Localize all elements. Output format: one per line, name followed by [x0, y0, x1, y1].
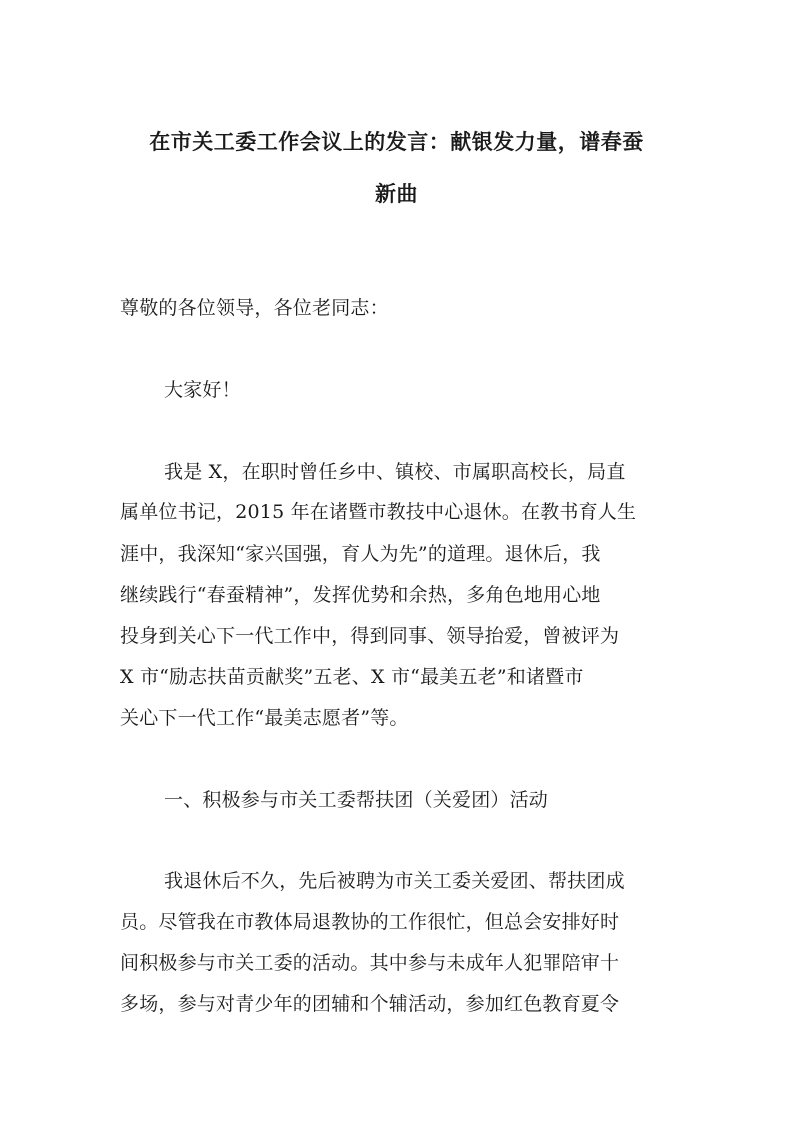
document-title-line-2: 新曲 [375, 181, 418, 206]
paragraph-2-line-2: 员。尽管我在市教体局退教协的工作很忙，但总会安排好时 [120, 911, 620, 933]
paragraph-2-line-3: 间积极参与市关工委的活动。其中参与未成年人犯罪陪审十 [120, 952, 620, 974]
paragraph-1-line-3: 涯中，我深知“家兴国强，育人为先”的道理。退休后，我 [120, 543, 601, 565]
salutation: 尊敬的各位领导，各位老同志： [120, 297, 389, 319]
paragraph-1-line-1: 我是 X，在职时曾任乡中、镇校、市属职高校长，局直 [164, 461, 626, 483]
paragraph-1-line-2: 属单位书记，2015 年在诸暨市教技中心退休。在教书育人生 [120, 501, 637, 523]
paragraph-2-line-4: 多场，参与对青少年的团辅和个辅活动，参加红色教育夏令 [120, 993, 620, 1015]
paragraph-1-line-5: 投身到关心下一代工作中，得到同事、领导抬爱，曾被评为 [120, 625, 620, 647]
section-1-heading: 一、积极参与市关工委帮扶团（关爱团）活动 [164, 789, 549, 811]
paragraph-2-line-1: 我退休后不久，先后被聘为市关工委关爱团、帮扶团成 [164, 870, 625, 892]
greeting: 大家好！ [164, 379, 241, 401]
paragraph-1-line-7: 关心下一代工作“最美志愿者”等。 [120, 707, 409, 729]
paragraph-1-line-6: X 市“励志扶苗贡献奖”五老、X 市“最美五老”和诸暨市 [120, 666, 584, 688]
document-title-line-1: 在市关工委工作会议上的发言：献银发力量，谱春蚕 [149, 129, 644, 154]
paragraph-1-line-4: 继续践行“春蚕精神”，发挥优势和余热，多角色地用心地 [120, 584, 601, 606]
